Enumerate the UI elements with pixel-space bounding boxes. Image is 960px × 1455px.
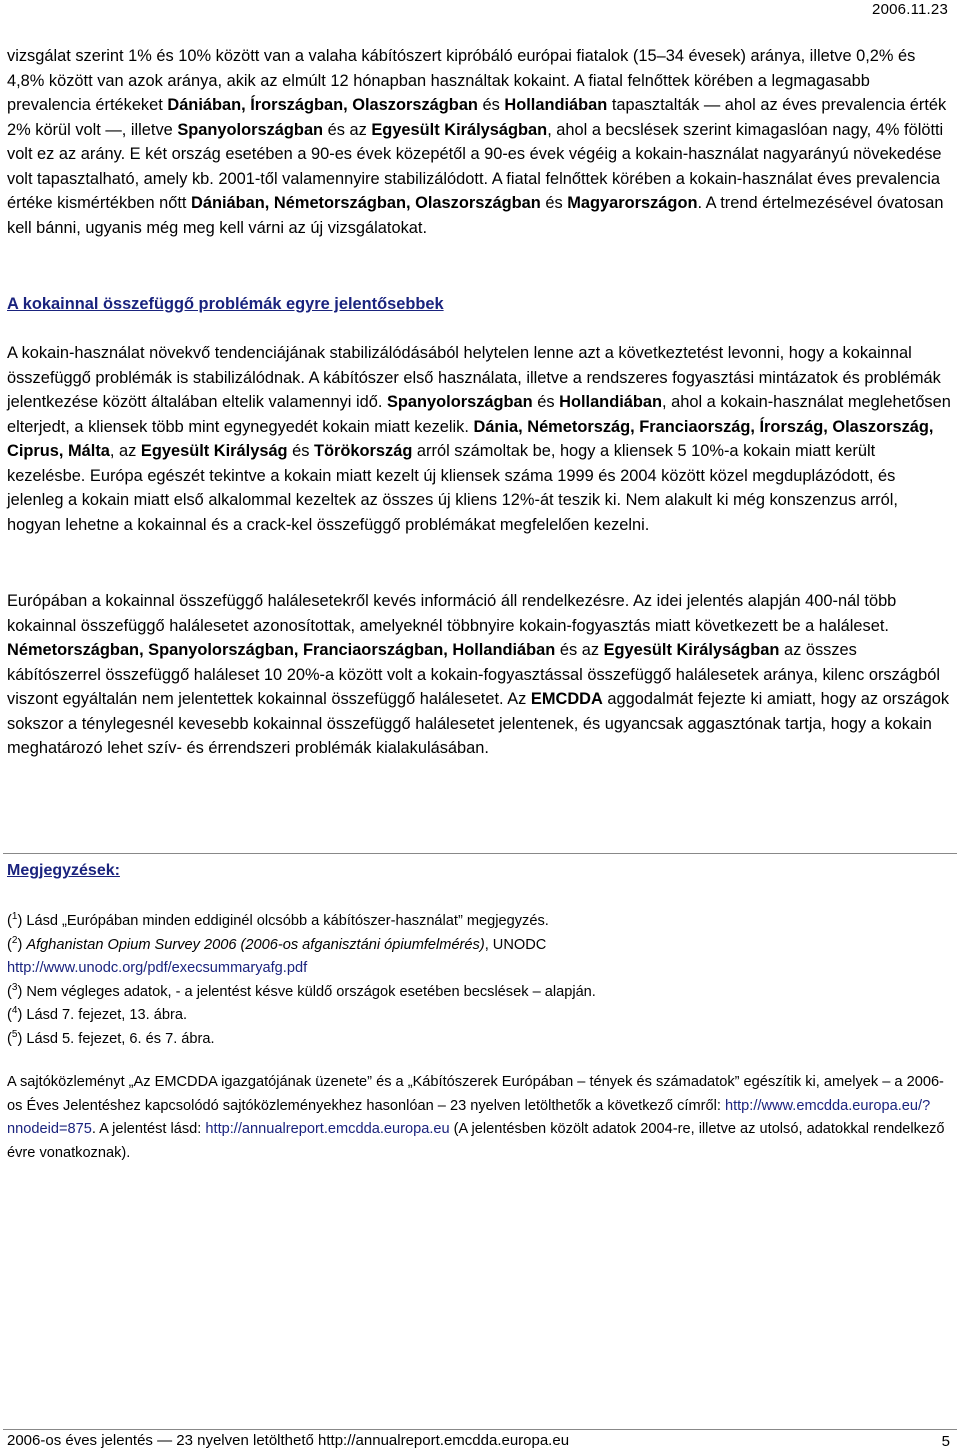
text-run: és bbox=[532, 393, 560, 411]
note-number: 1 bbox=[11, 911, 18, 922]
text-run: vizsgálat szerint 1% és 10% között van a valaha kábítószert kipróbáló európai fiatalok (15–34 évesek) aránya, illetve 0,2% és 4,8% között van azok aránya, akik az elmúlt 12 hónapban használtak kokaint. A fiatal felnőttek körében a legmagasabb prevalencia értékeket bbox=[7, 47, 916, 114]
note-number: 4 bbox=[11, 1005, 18, 1016]
notes-list bbox=[7, 910, 953, 1051]
bold-country: Spanyolországban bbox=[386, 393, 533, 411]
note-item: ($^3$) Nem végleges adatok, - a jelentést késve küldő országok esetében becslések – alapján. bbox=[7, 981, 596, 1000]
bold-country: Egyesült Királyságban bbox=[603, 641, 780, 659]
section-heading: A kokainnal összefüggő problémák egyre jelentősebbek bbox=[7, 295, 444, 313]
note-item bbox=[7, 957, 953, 981]
page-number: 5 bbox=[941, 1433, 950, 1450]
bold-country: Hollandiában bbox=[504, 96, 608, 114]
bold-country: Egyesült Királyságban bbox=[371, 120, 548, 139]
paragraph-prevalence bbox=[7, 44, 953, 240]
bold-org: EMCDDA bbox=[530, 690, 603, 708]
text-run: és bbox=[540, 194, 568, 212]
bold-country: Dániában, Németországban, Olaszországban bbox=[191, 194, 541, 212]
note-text: Lásd 7. fejezet, 13. ábra. bbox=[26, 1007, 187, 1023]
text-run: , ahol a kokain-használat meglehetősen elterjedt, a kliensek több mint egynegyedét kokain miatt kezelik. bbox=[7, 393, 951, 436]
divider bbox=[3, 853, 957, 854]
text-run: és bbox=[287, 442, 314, 460]
text-run: . A jelentést lásd: bbox=[91, 1121, 206, 1137]
note-title: Afghanistan Opium Survey 2006 (2006-os afganisztáni ópiumfelmérés) bbox=[26, 936, 485, 953]
text-run: A sajtóközleményt „Az EMCDDA igazgatójának üzenete” és a „Kábítószerek Európában – tények és számadatok” egészítik ki, amelyek – a 2006-os Éves Jelentéshez kapcsolódó sajtóközleményekhez hasonlóan – 23 nyelven letölthetők a következő címről: bbox=[7, 1074, 944, 1114]
text-run: A kokain-használat növekvő tendenciájának stabilizálódásából helytelen lenne azt a következtetést levonni, hogy a kokainnal összefüggő problémák is stabilizálódnak. A kábítószer első használata, illetve a rendszeres fogyasztási mintázatok és problémák jelentkezése között általában eltelik valamennyi idő. bbox=[7, 344, 941, 411]
note-number: 2 bbox=[11, 934, 18, 946]
unodc-link[interactable]: http://www.unodc.org/pdf/execsummaryafg.pdf bbox=[7, 960, 308, 976]
paragraph-problems bbox=[7, 341, 953, 537]
bold-country: Németországban, Spanyolországban, Franciaországban, Hollandiában bbox=[7, 641, 556, 659]
text-run: , az bbox=[109, 442, 141, 460]
text-run: tapasztalták — ahol az éves prevalencia érték 2% körül volt —, illetve bbox=[7, 96, 947, 139]
bold-country: Egyesült Királyság bbox=[140, 442, 288, 460]
paragraph-deaths bbox=[7, 589, 953, 761]
text-run: arról számoltak be, hogy a kliensek 5 10%-a kokain miatt került kezelésbe. Európa egészét tekintve a kokain miatt kezelt új kliensek száma 1999 és 2004 között közel megduplázódott, és jelenleg a kokain miatt első alkalommal kezeltek az összes új kliens 12%-át teszik ki. Nem alakult ki még konszenzus arról, hogyan lehetne a kokainnal és a crack-kel összefüggő problémákat megfelelően kezelni. bbox=[7, 442, 898, 534]
text-run: Európában a kokainnal összefüggő halálesetekről kevés információ áll rendelkezésre. Az idei jelentés alapján 400-nál több kokainnal összefüggő halálesetet azonosítottak, amelyeknél többnyire kokain-fogyasztás miatt következett be a haláleset. bbox=[7, 592, 897, 635]
note-item: ($^4$) Lásd 7. fejezet, 13. ábra. bbox=[7, 1005, 187, 1023]
bold-country: Spanyolországban bbox=[177, 120, 324, 139]
text-run: . A trend értelmezésével óvatosan kell bánni, ugyanis még meg kell várni az új vizsgálatokat. bbox=[7, 194, 944, 237]
note-item: ($^2$) Afghanistan Opium Survey 2006 (2006-os afganisztáni ópiumfelmérés), UNODC bbox=[7, 934, 547, 953]
text-run: és az bbox=[323, 120, 372, 139]
note-text: , UNODC bbox=[484, 936, 547, 953]
note-text: Lásd „Európában minden eddiginél olcsóbb a kábítószer-használat” megjegyzés. bbox=[26, 913, 549, 929]
press-paragraph bbox=[7, 1071, 953, 1165]
note-item: ($^5$) Lásd 5. fejezet, 6. és 7. ábra. bbox=[7, 1028, 215, 1047]
bold-country: Dánia, Németország, Franciaország, Írország, Olaszország, Ciprus, Málta bbox=[7, 417, 934, 460]
text-run: és bbox=[477, 96, 505, 114]
note-text: Lásd 5. fejezet, 6. és 7. ábra. bbox=[26, 1030, 215, 1047]
text-run: az összes kábítószerrel összefüggő haláleset 10 20%-a között volt a kokain-fogyasztással összefüggő halálesetek aránya, kilenc országból viszont egyáltalán nem jelentettek kokainnal összefüggő halálesetet. Az bbox=[7, 641, 940, 708]
note-text: Nem végleges adatok, - a jelentést késve küldő országok esetében becslések – alapján. bbox=[26, 983, 596, 1000]
bold-country: Dániában, Írországban, Olaszországban bbox=[167, 96, 478, 114]
annual-report-link[interactable]: http://annualreport.emcdda.europa.eu bbox=[205, 1121, 450, 1137]
bold-country: Magyarországon bbox=[567, 194, 698, 212]
text-run: (A jelentésben közölt adatok 2004-re, illetve az utolsó, adatokkal rendelkező évre vonatkoznak). bbox=[7, 1121, 945, 1161]
text-run: aggodalmát fejezte ki amiatt, hogy az országok sokszor a ténylegesnél kevesebb kokainnal összefüggő halálesetet jelentenek, és ugyancsak aggasztónak tartja, hogy a kokain meghatározó lehet szív- és érrendszeri problémák kialakulásában. bbox=[7, 690, 950, 757]
footer-text: 2006-os éves jelentés — 23 nyelven letölthető http://annualreport.emcdda.europa.eu bbox=[7, 1432, 570, 1449]
emcdda-link[interactable]: http://www.emcdda.europa.eu/?nnodeid=875 bbox=[7, 1097, 931, 1137]
text-run: , ahol a becslések szerint kimagaslóan nagy, 4% fölötti volt ez az arány. E két ország esetében a 90-es évek közepétől a 90-es évek végéig a kokain-használat nagyarányú növekedése volt tapasztalható, amely kb. 2001-től valamennyire stabilizálódott. A fiatal felnőttek körében a kokain-használat éves prevalencia értéke kismértékben nőtt bbox=[7, 120, 944, 212]
bold-country: Hollandiában bbox=[559, 393, 663, 411]
bold-country: Törökország bbox=[314, 442, 413, 460]
notes-heading: Megjegyzések: bbox=[7, 862, 120, 879]
date-header: 2006.11.23 bbox=[872, 1, 948, 18]
text-run: és az bbox=[555, 641, 604, 659]
footer-divider bbox=[3, 1429, 957, 1430]
note-number: 3 bbox=[11, 981, 18, 993]
note-number: 5 bbox=[11, 1028, 18, 1040]
note-item: ($^1$) Lásd „Európában minden eddiginél olcsóbb a kábítószer-használat” megjegyzés. bbox=[7, 911, 549, 929]
